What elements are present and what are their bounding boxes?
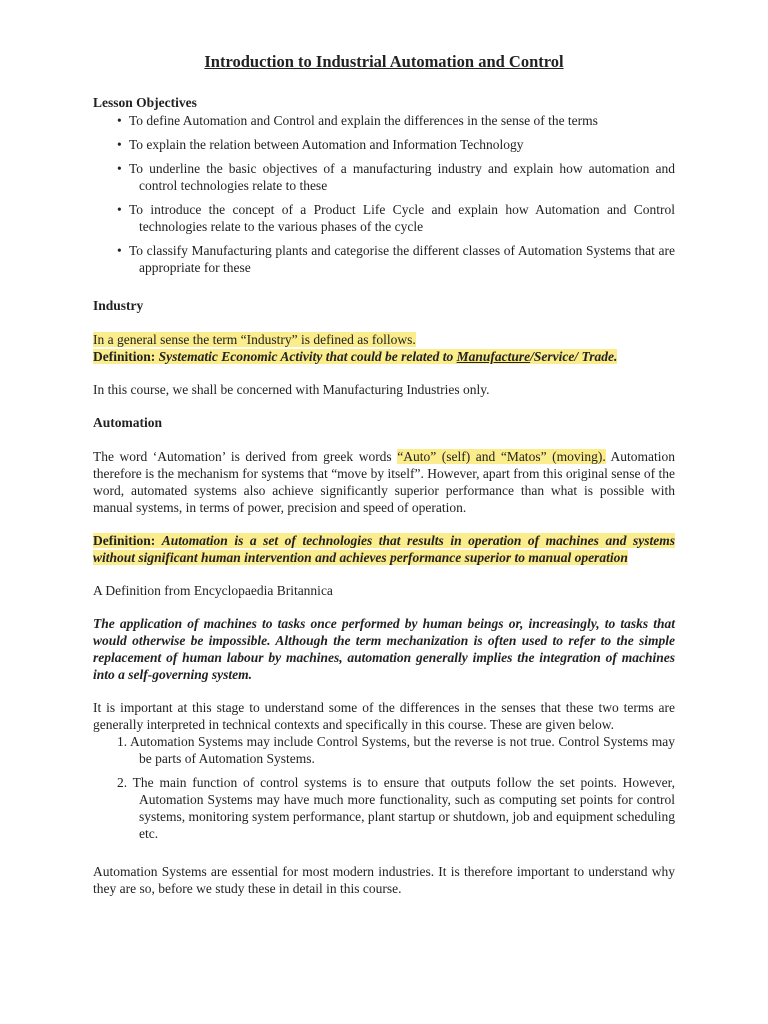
industry-definition: Definition: Systematic Economic Activity that could be related to Manufacture/Service/ Trade. <box>93 349 618 364</box>
objective-item: • To define Automation and Control and explain the differences in the sense of the terms <box>117 113 598 128</box>
bullet-marker: • <box>117 113 122 128</box>
difference-item: 2. The main function of control systems is to ensure that outputs follow the set points. However, Automation Systems may have much more functionality, such as computing set points for control systems, monitoring system performance, plant startup or shutdown, job and equipment scheduling etc. <box>117 775 675 841</box>
britannica-heading: A Definition from Encyclopaedia Britannica <box>93 583 333 598</box>
automation-heading: Automation <box>93 415 163 430</box>
britannica-quote: The application of machines to tasks once performed by human beings or, increasingly, to tasks that would otherwise be impossible. Although the term mechanization is often used to refer to the simple replacement of human labour by machines, automation generally implies the integration of machines into a self-governing system. <box>93 616 675 682</box>
manufacture-underlined: Manufacture <box>456 349 531 364</box>
differences-list <box>93 733 675 842</box>
bullet-marker: • <box>117 202 122 217</box>
automation-definition: Definition: Automation is a set of technologies that results in operation of machines and systems without significant human intervention and achieves performance superior to manual operation <box>93 533 675 565</box>
definition-label: Definition: <box>93 349 156 364</box>
difference-item: 1. Automation Systems may include Control Systems, but the reverse is not true. Control Systems may be parts of Automation Systems. <box>117 734 675 766</box>
document-title: Introduction to Industrial Automation and Control <box>204 52 564 71</box>
objectives-list <box>93 112 675 276</box>
lesson-objectives-heading: Lesson Objectives <box>93 95 197 110</box>
closing-paragraph: Automation Systems are essential for most modern industries. It is therefore important to understand why they are so, before we study these in detail in this course. <box>93 864 675 896</box>
bullet-marker: • <box>117 161 122 176</box>
objective-item: • To explain the relation between Automation and Information Technology <box>117 137 524 152</box>
bullet-marker: • <box>117 137 122 152</box>
objective-item: • To introduce the concept of a Product Life Cycle and explain how Automation and Control technologies relate to the various phases of the cycle <box>117 202 675 234</box>
greek-words-highlight: “Auto” (self) and “Matos” (moving). <box>397 449 606 464</box>
industry-heading: Industry <box>93 298 144 313</box>
definition-label: Definition: <box>93 533 156 548</box>
bullet-marker: • <box>117 243 122 258</box>
automation-paragraph: The word ‘Automation’ is derived from greek words “Auto” (self) and “Matos” (moving). Automation therefore is the mechanism for systems that “move by itself”. However, apart from this original sense of the word, automated systems also achieve significantly superior performance than what is possible with manual systems, in terms of power, precision and speed of operation. <box>93 449 676 515</box>
industry-note: In this course, we shall be concerned with Manufacturing Industries only. <box>93 382 490 397</box>
objective-item: • To classify Manufacturing plants and categorise the different classes of Automation Systems that are appropriate for these <box>117 243 675 275</box>
objective-item: • To underline the basic objectives of a manufacturing industry and explain how automation and control technologies relate to these <box>117 161 675 193</box>
industry-intro: In a general sense the term “Industry” is defined as follows. <box>93 332 416 347</box>
differences-intro: It is important at this stage to understand some of the differences in the senses that these two terms are generally interpreted in technical contexts and specifically in this course. These are given below. <box>93 700 675 732</box>
